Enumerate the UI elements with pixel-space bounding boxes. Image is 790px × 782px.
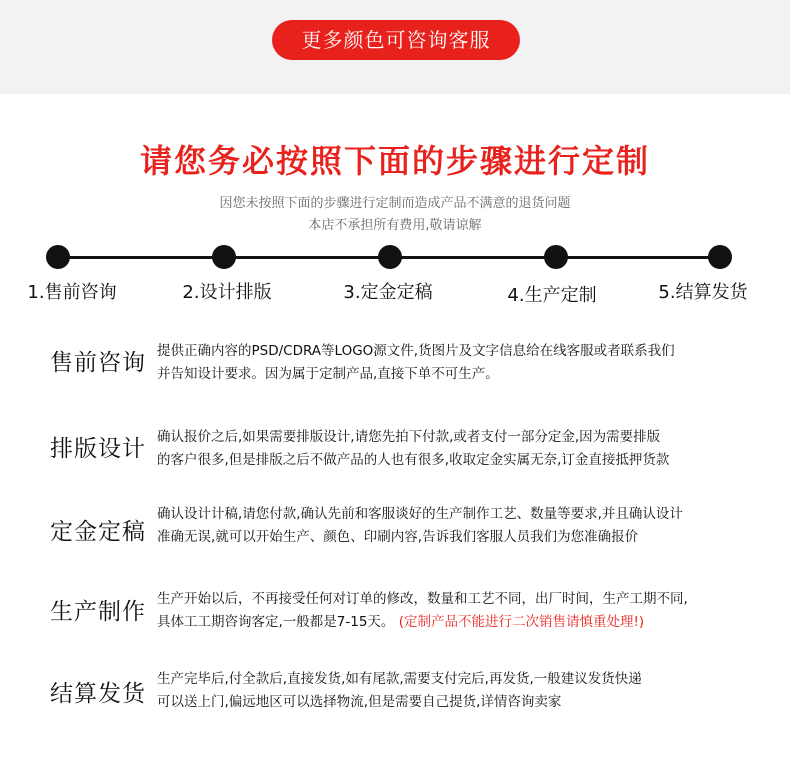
section-text: 的客户很多,但是排版之后不做产品的人也有很多,收取定金实属无奈,订金直接抵押货款 xyxy=(157,452,670,468)
section-title-deposit: 定金定稿 xyxy=(50,519,146,545)
step-dot-1 xyxy=(46,245,70,269)
subtitle-line-2: 本店不承担所有费用,敬请谅解 xyxy=(308,218,482,233)
step-dot-3 xyxy=(378,245,402,269)
section-title-production: 生产制作 xyxy=(50,599,146,625)
page-title: 请您务必按照下面的步骤进行定制 xyxy=(139,142,650,180)
section-text: 可以送上门,偏远地区可以选择物流,但是需要自己提货,详情咨询卖家 xyxy=(157,694,562,710)
step-label-3: 3.定金定稿 xyxy=(343,282,433,303)
section-body-presale xyxy=(157,340,757,386)
section-text: 生产完毕后,付全款后,直接发货,如有尾款,需要支付完后,再发货,一般建议发货快递 xyxy=(157,671,642,687)
section-title-presale: 售前咨询 xyxy=(50,350,146,376)
step-dot-4 xyxy=(544,245,568,269)
section-title-design: 排版设计 xyxy=(50,436,146,462)
top-banner-area xyxy=(0,0,790,94)
step-dot-2 xyxy=(212,245,236,269)
section-body-deposit xyxy=(157,503,757,549)
section-body-settlement xyxy=(157,668,757,714)
section-body-design xyxy=(157,426,757,472)
step-dot-5 xyxy=(708,245,732,269)
section-text: 具体工工期咨询客定,一般都是7-15天。 xyxy=(157,614,395,630)
section-title-settlement: 结算发货 xyxy=(50,681,146,707)
step-label-2: 2.设计排版 xyxy=(182,282,272,303)
section-text-with-note xyxy=(157,611,757,634)
step-label-4: 4.生产定制 xyxy=(507,285,597,306)
section-text: 生产开始以后，不再接受任何对订单的修改，数量和工艺不同，出厂时间，生产工期不同, xyxy=(157,591,688,607)
section-text: 准确无误,就可以开始生产、颜色、印刷内容,告诉我们客服人员我们为您准确报价 xyxy=(157,529,639,545)
section-text: 确认报价之后,如果需要排版设计,请您先拍下付款,或者支付一部分定金,因为需要排版 xyxy=(157,429,661,445)
section-text: 并告知设计要求。因为属于定制产品,直接下单不可生产。 xyxy=(157,366,499,382)
section-text: 确认设计计稿,请您付款,确认先前和客服谈好的生产制作工艺、数量等要求,并且确认设计 xyxy=(157,506,683,522)
section-text: 提供正确内容的PSD/CDRA等LOGO源文件,货图片及文字信息给在线客服或者联系我们 xyxy=(157,343,675,359)
section-body-production xyxy=(157,588,757,634)
step-label-1: 1.售前咨询 xyxy=(27,282,117,303)
more-colors-button[interactable]: 更多颜色可咨询客服 xyxy=(272,20,520,60)
step-label-5: 5.结算发货 xyxy=(658,282,748,303)
subtitle-line-1: 因您未按照下面的步骤进行定制而造成产品不满意的退货问题 xyxy=(219,196,571,211)
warning-note: (定制产品不能进行二次销售请慎重处理!) xyxy=(398,614,645,630)
